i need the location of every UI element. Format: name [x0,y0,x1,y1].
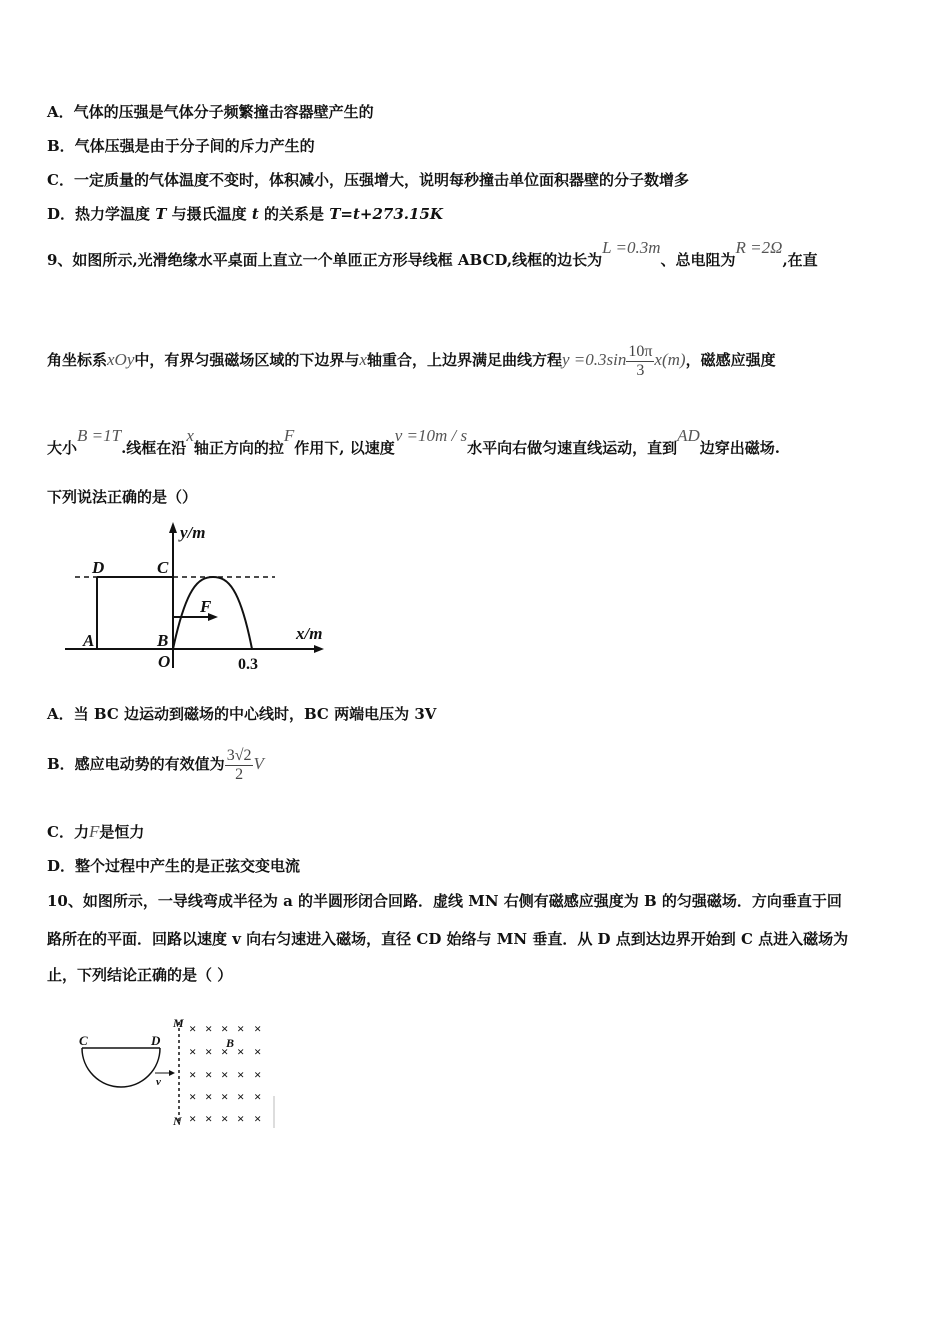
field-cross: × [221,1067,229,1082]
label-v: v [156,1076,161,1088]
field-cross: × [189,1067,197,1082]
field-cross: × [254,1089,262,1104]
q9-text: 轴重合，上边界满足曲线方程 [366,351,562,369]
q8-option-d-t: t [251,205,259,223]
label-y: y/m [180,523,206,542]
q8-option-c: C．一定质量的气体温度不变时，体积减小，压强增大，说明每秒撞击单位面积器壁的分子数增多 [47,171,689,189]
q9-option-a: A．当 BC 边运动到磁场的中心线时，BC 两端电压为 3V [47,705,437,723]
q8-option-d-T: T [155,205,167,223]
q10-line-1: 10、如图所示，一导线弯成半径为 a 的半圆形闭合回路．虚线 MN 右侧有磁感应强度为 B 的匀强磁场．方向垂直于回 [47,892,842,910]
q8-option-d-mid2: 的关系是 [258,205,330,223]
field-cross: × [237,1067,245,1082]
q9-option-d: D．整个过程中产生的是正弦交变电流 [47,857,301,875]
q9-eq-right: x(m) [654,350,686,369]
field-cross: × [189,1021,197,1036]
y-axis-arrow [169,522,177,533]
q8-option-d [47,204,443,224]
q9-option-b-pre: B．感应电动势的有效值为 [47,755,225,773]
label-C: C [157,558,169,577]
q9-text: ，磁感应强度 [685,351,776,369]
q8-option-b: B．气体压强是由于分子间的斥力产生的 [47,137,315,155]
q9-eq-num: 10π [628,342,653,360]
field-cross: × [237,1044,245,1059]
tick-0.3: 0.3 [238,656,258,673]
q9-option-b-fraction [225,747,254,784]
semicircle-arc [82,1048,160,1087]
field-cross: × [221,1021,229,1036]
field-cross: × [189,1111,197,1126]
q9-line-1 [47,238,818,270]
field-cross: × [205,1111,213,1126]
q8-option-a: A．气体的压强是气体分子频繁撞击容器壁产生的 [47,103,374,121]
q9-option-b-unit: V [253,754,264,773]
q10-figure [75,1012,280,1132]
field-cross: × [237,1089,245,1104]
field-cross: × [221,1111,229,1126]
q9-text: 、总电阻为 [660,251,736,269]
field-cross: × [254,1021,262,1036]
q9-eq-fraction [626,343,654,380]
label-M: M [173,1016,184,1030]
field-cross: × [205,1067,213,1082]
q9-text: 轴正方向的拉 [193,439,284,457]
q10-line-2: 路所在的平面．回路以速度 v 向右匀速进入磁场，直径 CD 始络与 MN 垂直．从 D 点到达边界开始到 C 点进入磁场为 [47,930,849,948]
q9-figure [60,518,360,678]
q9-text: .线框在沿 [121,439,187,457]
q8-option-d-pre: D．热力学温度 [47,205,156,223]
label-F: F [200,597,212,616]
q9-text: 9、如图所示,光滑绝缘水平桌面上直立一个单匝正方形导线框 ABCD,线框的边长为 [47,251,603,269]
label-D: D [151,1033,161,1048]
field-cross: × [221,1044,229,1059]
q8-option-d-formula: T=t+273.15K [329,205,443,223]
q9-text: 边穿出磁场. [699,439,781,457]
field-cross: × [189,1044,197,1059]
field-cross: × [205,1021,213,1036]
label-B: B [226,1036,235,1050]
field-cross: × [205,1089,213,1104]
label-O: O [158,652,171,671]
label-C: C [79,1033,88,1048]
q9-text: ,在直 [782,251,818,269]
field-cross: × [205,1044,213,1059]
field-cross: × [254,1067,262,1082]
q9-option-b-den: 2 [235,765,244,783]
field-cross: × [237,1111,245,1126]
q9-option-b [47,742,264,786]
q9-eq-den: 3 [636,361,645,379]
sine-boundary-curve [173,577,252,649]
q9-line-2 [47,342,776,380]
q9-xoy: xOy [107,350,135,369]
q9-B-formula: B =1T [77,426,122,445]
q9-text: 大小 [47,439,78,457]
q9-L-formula: L =0.3m [602,238,661,257]
q9-v-formula: v =10m / s [394,426,468,445]
q9-text: 角坐标系 [47,351,108,369]
q9-text: 作用下, 以速度 [294,439,395,457]
label-D: D [92,558,105,577]
q9-option-c-F: F [88,822,100,841]
label-A: A [83,631,95,650]
field-cross: × [254,1111,262,1126]
field-cross: × [237,1021,245,1036]
q9-option-c-pre: C．力 [47,823,89,841]
label-x: x/m [296,624,323,643]
q9-eq-left: y =0.3sin [561,350,627,369]
q9-F: F [283,426,295,445]
field-cross: × [254,1044,262,1059]
q9-line-3 [47,426,781,458]
q9-AD: AD [677,426,700,445]
x-axis-arrow [314,645,324,653]
field-cross: × [221,1089,229,1104]
label-N: N [173,1114,182,1128]
q9-R-formula: R =2Ω [735,238,783,257]
label-B: B [157,631,169,650]
field-cross: × [189,1089,197,1104]
q10-line-3: 止，下列结论正确的是（ ） [47,966,233,984]
q9-option-c-post: 是恒力 [99,823,145,841]
q9-x: x [359,350,367,369]
q9-option-c [47,822,144,842]
q8-option-d-mid1: 与摄氏温度 [166,205,252,223]
velocity-arrowhead [169,1070,175,1076]
q9-x: x [186,426,194,445]
q9-line-4: 下列说法正确的是（） [47,488,198,506]
q9-text: 中，有界匀强磁场区域的下边界与 [134,351,360,369]
q9-text: 水平向右做匀速直线运动，直到 [467,439,678,457]
q9-option-b-num: 3√2 [226,746,252,764]
